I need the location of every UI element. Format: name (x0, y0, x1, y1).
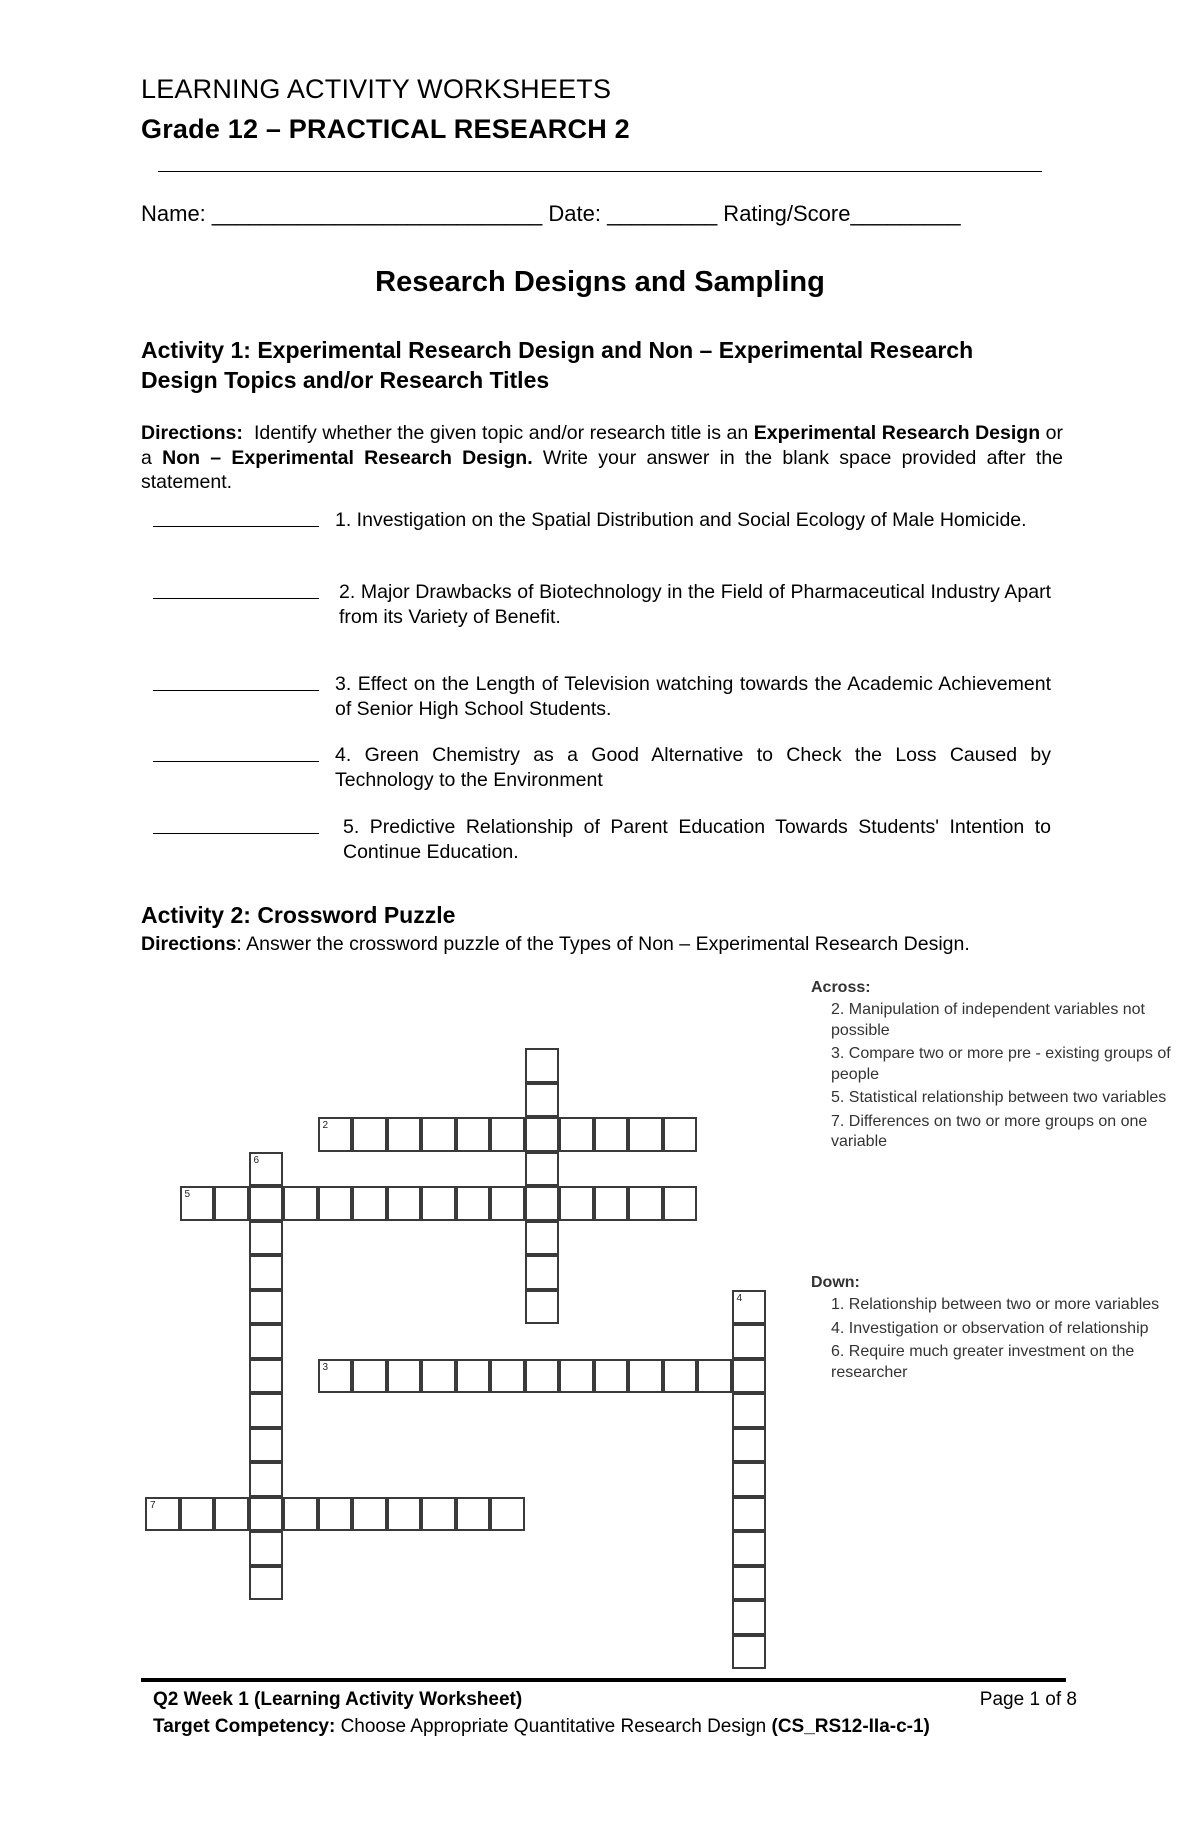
crossword-cell[interactable] (387, 1359, 422, 1394)
activity1-directions (141, 421, 1063, 495)
clue-number: 3 (322, 1361, 329, 1373)
activity1-item (153, 508, 1053, 534)
item-text: 4. Green Chemistry as a Good Alternative to Check the Loss Caused by Technology to the Environment (335, 744, 1051, 791)
answer-blank[interactable] (153, 672, 319, 691)
footer-competency (153, 1716, 930, 1738)
competency-text: Choose Appropriate Quantitative Research Design (340, 1716, 767, 1737)
crossword-cell[interactable] (525, 1152, 560, 1187)
item-text: 1. Investigation on the Spatial Distribution and Social Ecology of Male Homicide. (335, 509, 1027, 531)
crossword-cell[interactable] (559, 1186, 594, 1221)
down-heading: Down: (811, 1274, 860, 1291)
activity2-directions-label: Directions (141, 933, 237, 955)
crossword-cell[interactable] (490, 1359, 525, 1394)
crossword-cell[interactable] (387, 1117, 422, 1152)
crossword-cell[interactable] (421, 1359, 456, 1394)
directions-label: Directions: (141, 422, 243, 444)
item-text: 2. Major Drawbacks of Biotechnology in the Field of Pharmaceutical Industry Apart from its Variety of Benefit. (339, 581, 1051, 628)
crossword-cell[interactable] (628, 1117, 663, 1152)
crossword-cell[interactable] (525, 1255, 560, 1290)
crossword-cell[interactable] (249, 1462, 284, 1497)
crossword-cell[interactable] (732, 1290, 767, 1325)
crossword-cell[interactable] (732, 1566, 767, 1601)
crossword-cell[interactable] (249, 1566, 284, 1601)
clue-number: 2 (322, 1120, 329, 1131)
crossword-cell[interactable] (421, 1497, 456, 1532)
crossword-cell[interactable] (456, 1186, 491, 1221)
crossword-cell[interactable] (318, 1359, 353, 1394)
footer-week: Q2 Week 1 (Learning Activity Worksheet) (153, 1689, 523, 1710)
crossword-cell[interactable] (352, 1497, 387, 1532)
crossword-cell[interactable] (732, 1635, 767, 1670)
crossword-cell[interactable] (628, 1359, 663, 1394)
activity1-item (153, 743, 1053, 791)
crossword-cell[interactable] (318, 1497, 353, 1532)
answer-blank[interactable] (153, 743, 319, 762)
crossword-cell[interactable] (732, 1324, 767, 1359)
crossword-cell[interactable] (352, 1117, 387, 1152)
crossword-cell[interactable] (525, 1048, 560, 1083)
crossword-cell[interactable] (456, 1117, 491, 1152)
crossword-cell[interactable] (283, 1497, 318, 1532)
across-clue: 3. Compare two or more pre - existing groups of people (831, 1045, 1171, 1083)
worksheet-header-subject: Grade 12 – PRACTICAL RESEARCH 2 (141, 114, 630, 144)
page-title: Research Designs and Sampling (375, 266, 825, 298)
crossword-cell[interactable] (732, 1359, 767, 1394)
crossword-cell[interactable] (732, 1462, 767, 1497)
header-divider (158, 171, 1042, 172)
directions-part-e: Write your answer in the blank space provided after the statement. (141, 446, 1064, 493)
clue-number: 6 (253, 1154, 260, 1166)
crossword-cell[interactable] (525, 1117, 560, 1152)
across-clue: 5. Statistical relationship between two variables (831, 1089, 1167, 1106)
crossword-cell[interactable] (663, 1359, 698, 1394)
crossword-cell[interactable] (456, 1497, 491, 1532)
across-heading: Across: (811, 979, 871, 996)
directions-part-a: Identify whether the given topic and/or research title is an (253, 422, 749, 444)
crossword-cell[interactable] (387, 1186, 422, 1221)
crossword-cell[interactable] (249, 1255, 284, 1290)
crossword-cell[interactable] (525, 1221, 560, 1256)
crossword-cell[interactable] (628, 1186, 663, 1221)
answer-blank[interactable] (153, 508, 319, 527)
across-clue: 7. Differences on two or more groups on one variable (831, 1112, 1148, 1150)
down-clue: 1. Relationship between two or more variables (831, 1296, 1160, 1313)
crossword-cell[interactable] (594, 1359, 629, 1394)
down-clues (811, 1274, 1171, 1383)
directions-part-b: Experimental Research Design (753, 422, 1041, 444)
crossword-cell[interactable] (663, 1186, 698, 1221)
crossword-cell[interactable] (421, 1186, 456, 1221)
clue-number: 7 (150, 1499, 156, 1511)
crossword-cell[interactable] (559, 1359, 594, 1394)
crossword-cell[interactable] (525, 1359, 560, 1394)
competency-code: (CS_RS12-IIa-c-1) (771, 1716, 930, 1737)
crossword-cell[interactable] (145, 1497, 180, 1532)
down-clue: 4. Investigation or observation of relationship (831, 1319, 1149, 1337)
crossword-cell[interactable] (283, 1186, 318, 1221)
crossword-cell[interactable] (732, 1497, 767, 1532)
activity2-directions (141, 933, 970, 956)
clue-number: 4 (736, 1292, 743, 1304)
crossword-cell[interactable] (249, 1186, 284, 1221)
across-clue: 2. Manipulation of independent variables not possible (831, 1001, 1145, 1039)
crossword-cell[interactable] (732, 1393, 767, 1428)
crossword-cell[interactable] (352, 1359, 387, 1394)
crossword-cell[interactable] (318, 1117, 353, 1152)
activity1-heading-line1: Activity 1: Experimental Research Design and Non – Experimental Research (141, 337, 974, 363)
crossword-cell[interactable] (214, 1186, 249, 1221)
crossword-cell[interactable] (318, 1186, 353, 1221)
crossword-cell[interactable] (249, 1324, 284, 1359)
activity1-item (153, 580, 1053, 628)
crossword-cell[interactable] (214, 1497, 249, 1532)
down-clue: 6. Require much greater investment on the researcher (831, 1343, 1135, 1381)
answer-blank[interactable] (153, 815, 319, 834)
crossword-cell[interactable] (732, 1428, 767, 1463)
item-text: 3. Effect on the Length of Television watching towards the Academic Achievement of Senior High School Students. (335, 673, 1051, 720)
crossword-cell[interactable] (594, 1186, 629, 1221)
activity2-heading: Activity 2: Crossword Puzzle (141, 902, 456, 928)
crossword-cell[interactable] (456, 1359, 491, 1394)
crossword-cell[interactable] (732, 1600, 767, 1635)
crossword-cell[interactable] (525, 1290, 560, 1325)
crossword-cell[interactable] (249, 1152, 284, 1187)
crossword-cell[interactable] (594, 1117, 629, 1152)
crossword-cell[interactable] (180, 1186, 215, 1221)
crossword-cell[interactable] (249, 1497, 284, 1532)
crossword-cell[interactable] (559, 1117, 594, 1152)
footer-line (153, 1689, 1077, 1711)
crossword-cell[interactable] (180, 1497, 215, 1532)
activity2-directions-text: : Answer the crossword puzzle of the Types of Non – Experimental Research Design. (236, 933, 970, 955)
competency-label: Target Competency: (153, 1716, 336, 1737)
student-info-line: Name: ___________________________ Date: _________ Rating/Score_________ (141, 201, 961, 226)
crossword-cell[interactable] (249, 1393, 284, 1428)
page-number: Page 1 of 8 (979, 1689, 1077, 1710)
answer-blank[interactable] (153, 580, 319, 599)
crossword-cell[interactable] (490, 1186, 525, 1221)
crossword-cell[interactable] (732, 1531, 767, 1566)
activity1-item (153, 815, 1053, 863)
crossword-cell[interactable] (249, 1428, 284, 1463)
item-text: 5. Predictive Relationship of Parent Education Towards Students' Intention to Continue Education. (343, 816, 1051, 863)
crossword-cell[interactable] (249, 1221, 284, 1256)
worksheet-header-title: LEARNING ACTIVITY WORKSHEETS (141, 74, 612, 104)
crossword-cell[interactable] (663, 1117, 698, 1152)
clue-number: 5 (184, 1189, 191, 1200)
footer-divider (141, 1678, 1066, 1682)
across-clues (811, 979, 1171, 1153)
crossword-cell[interactable] (352, 1186, 387, 1221)
activity1-item (153, 672, 1053, 720)
crossword-cell[interactable] (525, 1083, 560, 1118)
crossword-cell[interactable] (249, 1531, 284, 1566)
activity1-heading-line2: Design Topics and/or Research Titles (141, 367, 550, 393)
crossword-cell[interactable] (490, 1497, 525, 1532)
directions-part-d: Non – Experimental Research Design. (162, 446, 533, 469)
crossword-cell[interactable] (249, 1290, 284, 1325)
crossword-cell[interactable] (697, 1359, 732, 1394)
crossword-cell[interactable] (490, 1117, 525, 1152)
crossword-cell[interactable] (249, 1359, 284, 1394)
crossword-cell[interactable] (387, 1497, 422, 1532)
crossword-cell[interactable] (421, 1117, 456, 1152)
directions-part-c: or a (141, 422, 1063, 469)
crossword-cell[interactable] (525, 1186, 560, 1221)
